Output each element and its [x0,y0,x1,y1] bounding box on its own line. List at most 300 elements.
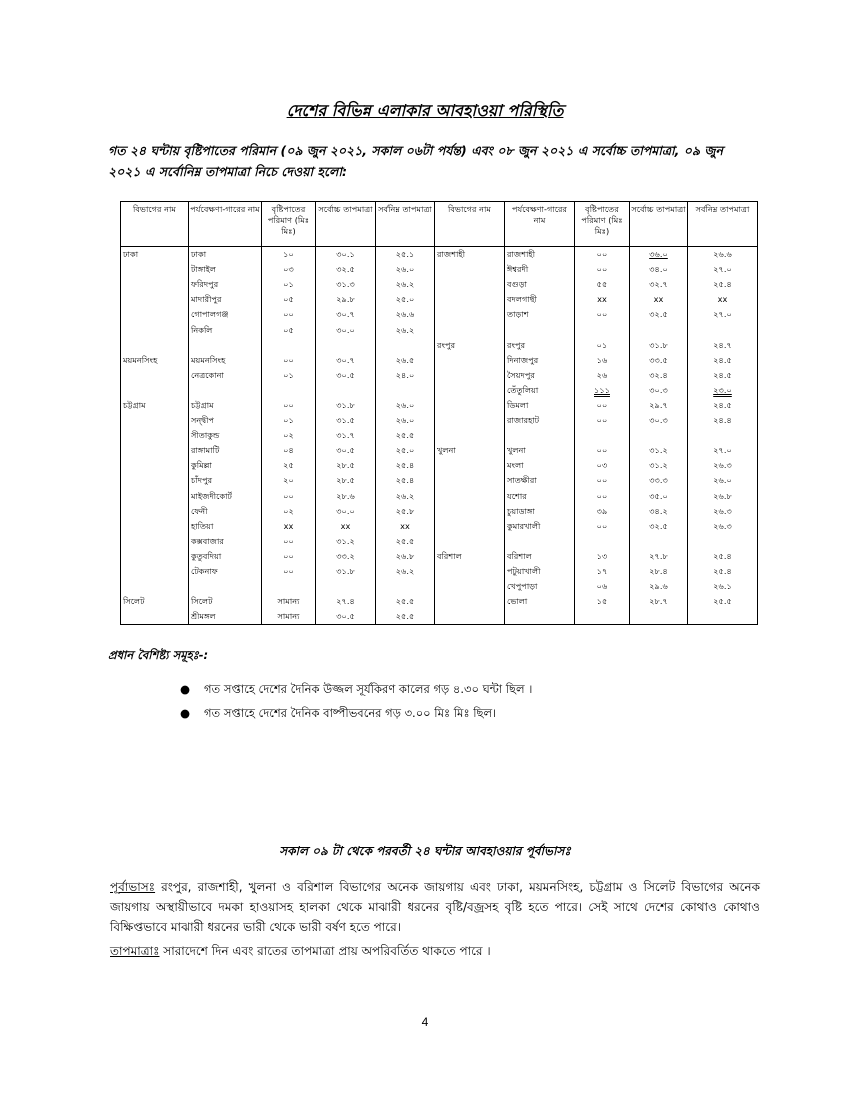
table-cell [435,458,505,473]
table-cell: সৈয়দপুর [505,368,575,383]
table-cell: ২৬.০ [376,413,435,428]
table-cell: ৩১.৮ [316,398,376,413]
table-cell: সামান্য [262,609,316,625]
table-row [121,322,758,337]
table-cell: ২৬ [575,368,630,383]
column-header: বৃষ্টিপাতের পরিমাণ (মিঃ মিঃ) [575,202,630,247]
forecast-label: পূর্বাভাসঃ [110,880,156,894]
table-cell: ২৭.০ [688,262,758,277]
table-cell: পটুয়াখালী [505,564,575,579]
table-cell: ২৮.৫ [316,473,376,488]
table-cell: ঈশ্বরদী [505,262,575,277]
column-header: পর্যবেক্ষণা-গারের নাম [505,202,575,247]
table-cell: ০০ [575,473,630,488]
table-cell [630,428,688,443]
table-cell: ২৬.৮ [376,549,435,564]
table-cell: চাঁদপুর [189,473,262,488]
list-item [180,701,532,725]
features-list [180,677,532,725]
table-cell: ০৫ [262,292,316,307]
bullet-icon: ● [180,682,191,696]
table-cell [435,489,505,504]
forecast-heading: সকাল ০৯ টা থেকে পরবর্তী ২৪ ঘন্টার আবহাওয়ার পূর্বাভাসঃ [279,844,571,858]
table-row [121,383,758,398]
table-cell [121,504,189,519]
table-cell [376,338,435,353]
table-cell: xx [262,519,316,534]
table-cell [435,579,505,594]
table-cell: ২৪.৫ [688,353,758,368]
table-cell: বরিশাল [505,549,575,564]
table-cell: ৩৬.০ [630,247,688,263]
table-cell: ২৭.৪ [316,594,376,609]
table-cell: ০০ [262,549,316,564]
column-header: পর্যবেক্ষণা-গারের নাম [189,202,262,247]
table-cell: ডিমলা [505,398,575,413]
table-row [121,443,758,458]
table-cell [121,322,189,337]
table-cell: ২৬.৮ [688,489,758,504]
table-cell: ২৬.৩ [688,504,758,519]
table-cell [121,549,189,564]
table-cell: তাড়াশ [505,307,575,322]
table-cell [316,338,376,353]
table-cell: ২৯.৭ [630,398,688,413]
table-cell [316,383,376,398]
table-cell: মাদারীপুর [189,292,262,307]
table-cell: ১১১ [575,383,630,398]
table-cell: ৩০.৫ [316,443,376,458]
table-cell: ০০ [575,307,630,322]
table-cell: ০০ [575,413,630,428]
table-cell: ১৩ [575,549,630,564]
features-heading: প্রধান বৈশিষ্ট্য সমূহঃ-: [108,648,209,662]
table-cell: গোপালগঞ্জ [189,307,262,322]
table-cell: ময়মনসিংহ [121,353,189,368]
table-cell [505,322,575,337]
table-cell [435,353,505,368]
table-cell [435,277,505,292]
table-cell: রংপুর [435,338,505,353]
table-row [121,428,758,443]
table-cell: ৩০.৭ [316,353,376,368]
temperature-label: তাপমাত্রাঃ [110,944,160,958]
table-cell: কুতুবদিয়া [189,549,262,564]
table-cell: ০১ [262,413,316,428]
table-cell: ০১ [262,277,316,292]
table-row [121,307,758,322]
table-cell: নেত্রকোনা [189,368,262,383]
table-cell: ৩৩.৩ [630,473,688,488]
table-cell: ৩২.৫ [630,307,688,322]
table-cell: ২৪.৫ [688,398,758,413]
table-cell: ০০ [575,489,630,504]
table-cell [505,428,575,443]
table-cell [435,428,505,443]
table-row [121,609,758,625]
table-cell: ০৩ [262,262,316,277]
table-row [121,338,758,353]
table-cell [505,609,575,625]
table-cell: ৩১.৮ [316,564,376,579]
column-header: সর্বনিম্ন তাপমাত্রা [376,202,435,247]
table-cell: ৩১.২ [630,458,688,473]
feature-text: গত সপ্তাহে দেশের দৈনিক বাষ্পীভবনের গড় ৩.০০ মিঃ মিঃ ছিল। [204,706,497,720]
table-cell: ০২ [262,428,316,443]
table-cell [121,307,189,322]
table-cell: ১০ [262,247,316,263]
table-cell: টাঙ্গাইল [189,262,262,277]
table-cell: ২৫.৪ [688,277,758,292]
table-cell: খুলনা [505,443,575,458]
table-cell: নিকলি [189,322,262,337]
intro-paragraph: গত ২৪ ঘন্টায় বৃষ্টিপাতের পরিমান (০৯ জুন ২০২১, সকাল ০৬টা পর্যন্ত) এবং ০৮ জুন ২০২১ এ সর্বোচ্চ তাপমাত্রা, ০৯ জুন ২০২১ এ সর্বোনিম্ন তাপমাত্রা নিচে দেওয়া হলো: [108,143,724,179]
table-cell [121,428,189,443]
table-cell [121,458,189,473]
table-cell: ০০ [262,534,316,549]
table-cell [262,579,316,594]
table-row [121,262,758,277]
table-cell: ৩০.১ [316,247,376,263]
table-cell [435,594,505,609]
table-cell: ২৬.০ [376,262,435,277]
table-cell: ২৬.২ [376,489,435,504]
table-cell: ২৩.০ [688,383,758,398]
page-number: 4 [421,1015,429,1029]
table-cell: বদলগাছী [505,292,575,307]
table-cell: ৩২.৪ [630,368,688,383]
table-cell: সামান্য [262,594,316,609]
table-cell [189,383,262,398]
table-cell: ফরিদপুর [189,277,262,292]
table-cell: ময়মনসিংহ [189,353,262,368]
table-cell: ৩১.২ [316,534,376,549]
table-cell: ৫৫ [575,277,630,292]
table-cell: ৩৩.৫ [630,353,688,368]
table-cell: রংপুর [505,338,575,353]
table-cell: ২৫.৪ [688,549,758,564]
table-cell: ১৬ [575,353,630,368]
table-cell: ৩০.৫ [316,609,376,625]
table-row [121,413,758,428]
table-cell: ২৬.০ [688,473,758,488]
column-header: সর্বোচ্চ তাপমাত্রা [316,202,376,247]
table-cell [121,338,189,353]
temperature-text: সারাদেশে দিন এবং রাতের তাপমাত্রা প্রায় অপরিবর্তিত থাকতে পারে । [159,944,491,958]
table-cell: ৩৪.০ [630,262,688,277]
table-cell: ০০ [262,353,316,368]
table-cell [376,383,435,398]
table-row [121,473,758,488]
table-cell: কুমারখালী [505,519,575,534]
table-cell: ২৮.৫ [316,458,376,473]
table-row [121,398,758,413]
table-cell: ০৪ [262,443,316,458]
table-row [121,368,758,383]
table-header-row [121,202,758,247]
table-cell: ২৭.৮ [630,549,688,564]
forecast-paragraph [110,877,760,937]
table-cell: ২৬.২ [376,564,435,579]
table-cell [435,534,505,549]
table-cell [575,534,630,549]
table-cell: xx [688,292,758,307]
table-row [121,519,758,534]
bullet-icon: ● [180,706,191,720]
table-cell: ২৫.০ [376,443,435,458]
table-cell: ২৫.৪ [376,473,435,488]
table-cell [435,564,505,579]
table-cell: xx [575,292,630,307]
table-cell: কক্সবাজার [189,534,262,549]
table-cell: ০০ [262,307,316,322]
table-row [121,594,758,609]
table-cell: ০১ [575,338,630,353]
table-cell: ৩০.৭ [316,307,376,322]
table-cell: ২৬.৩ [688,458,758,473]
table-cell: ২৪.৭ [688,338,758,353]
table-cell: ৩২.৭ [630,277,688,292]
column-header: বিভাগের নাম [435,202,505,247]
table-cell: ০৩ [575,458,630,473]
table-cell: রাজশাহী [505,247,575,263]
table-cell: ২৮.৬ [316,489,376,504]
table-row [121,564,758,579]
table-cell: ২৬.০ [376,398,435,413]
table-cell: ২৫.৪ [688,564,758,579]
table-cell: চট্টগ্রাম [189,398,262,413]
table-cell [121,489,189,504]
table-cell [575,428,630,443]
table-cell: খেপুপাড়া [505,579,575,594]
table-cell: ৩২.৫ [630,519,688,534]
table-cell: ২০ [262,473,316,488]
table-cell [121,368,189,383]
forecast-text: রংপুর, রাজশাহী, খুলনা ও বরিশাল বিভাগের অনেক জায়গায় এবং ঢাকা, ময়মনসিংহ, চট্টগ্রাম ও সিলেট বিভাগের অনেক জায়গায় অস্থায়ীভাবে দমকা হাওয়াসহ হালকা থেকে মাঝারী ধরনের বৃষ্টি/বজ্রসহ বৃষ্টি হতে পারে। সেই সাথে দেশের কোথাও কোথাও বিক্ষিপ্তভাবে মাঝারী ধরনের ভারী থেকে ভারী বর্ষণ হতে পারে। [110,880,760,934]
table-cell: ২৫.৮ [376,504,435,519]
table-row [121,579,758,594]
table-cell [630,609,688,625]
table-cell [262,383,316,398]
table-cell: বরিশাল [435,549,505,564]
temperature-paragraph [110,943,760,963]
table-cell [121,292,189,307]
table-cell [121,534,189,549]
table-cell: সন্দ্বীপ [189,413,262,428]
table-cell: ২৬.৫ [376,353,435,368]
table-cell [630,322,688,337]
table-cell: xx [376,519,435,534]
weather-table [120,201,758,625]
table-cell [435,292,505,307]
table-cell [376,579,435,594]
table-cell: ৩০.৩ [630,413,688,428]
table-cell [435,473,505,488]
table-cell: ৩৫.০ [630,489,688,504]
table-cell: রাজশাহী [435,247,505,263]
table-cell: ২৬.৬ [688,247,758,263]
table-cell [121,579,189,594]
table-cell: ২৭.০ [688,307,758,322]
table-cell: xx [630,292,688,307]
table-cell: ০১ [262,368,316,383]
table-row [121,504,758,519]
table-cell: ১৫ [575,594,630,609]
table-cell: ০০ [575,519,630,534]
table-cell [688,428,758,443]
table-cell: ২৮.৭ [630,594,688,609]
table-cell: ০০ [575,443,630,458]
table-cell [505,534,575,549]
table-cell [121,413,189,428]
table-cell [189,579,262,594]
table-cell: ২৯.৬ [630,579,688,594]
table-cell: চুয়াডাঙ্গা [505,504,575,519]
feature-text: গত সপ্তাহে দেশের দৈনিক উজ্জল সূর্যকিরণ কালের গড় ৪.৩০ ঘন্টা ছিল । [204,682,533,696]
table-cell: শ্রীমঙ্গল [189,609,262,625]
table-cell [630,534,688,549]
table-cell: ০০ [262,564,316,579]
table-cell: ০২ [262,504,316,519]
table-cell: ০০ [262,489,316,504]
table-cell: বগুড়া [505,277,575,292]
table-cell: ২৬.৬ [376,307,435,322]
table-cell: ২৫.১ [376,247,435,263]
table-cell [435,307,505,322]
table-cell: ২৫.৫ [376,428,435,443]
table-row [121,292,758,307]
table-body [121,247,758,625]
table-cell: ২৬.২ [376,277,435,292]
table-cell: ২৪.০ [376,368,435,383]
table-cell: ৩৯ [575,504,630,519]
table-cell: ৩০.০ [316,504,376,519]
table-cell [121,383,189,398]
table-cell [121,519,189,534]
table-cell: ২৫.৫ [376,609,435,625]
table-cell: ফেনী [189,504,262,519]
table-cell: ০৫ [262,322,316,337]
table-cell: মংলা [505,458,575,473]
table-cell: সিলেট [189,594,262,609]
table-cell [435,519,505,534]
table-cell: ২৫ [262,458,316,473]
column-header: সর্বনিম্ন তাপমাত্রা [688,202,758,247]
table-cell: খুলনা [435,443,505,458]
table-cell: ২৫.৫ [688,594,758,609]
table-cell: হাতিয়া [189,519,262,534]
table-cell: ০০ [575,247,630,263]
table-cell [189,338,262,353]
table-cell: ৩১.৩ [316,277,376,292]
page-title: দেশের বিভিন্ন এলাকার আবহাওয়া পরিস্থিতি [286,101,564,120]
table-row [121,489,758,504]
table-cell: ২৬.৩ [688,519,758,534]
table-row [121,458,758,473]
table-row [121,549,758,564]
table-cell [121,262,189,277]
table-cell [688,534,758,549]
table-cell: ৩১.২ [630,443,688,458]
table-cell [121,564,189,579]
table-cell [575,322,630,337]
table-cell: ২৯.৮ [316,292,376,307]
table-row [121,277,758,292]
table-cell: ২৫.৪ [376,458,435,473]
table-cell: ০০ [575,398,630,413]
table-cell: ২৪.৪ [688,413,758,428]
table-cell: ভোলা [505,594,575,609]
table-cell [688,609,758,625]
table-cell: ৩১.৫ [316,413,376,428]
list-item [180,677,532,701]
table-cell [435,368,505,383]
table-cell [435,609,505,625]
table-cell: সিলেট [121,594,189,609]
table-cell [316,579,376,594]
table-cell: ২৫.০ [376,292,435,307]
table-row [121,247,758,263]
table-cell: সাতক্ষীরা [505,473,575,488]
table-cell: ৩১.৭ [316,428,376,443]
table-cell: ঢাকা [189,247,262,263]
table-cell: ০০ [575,262,630,277]
table-cell [121,473,189,488]
table-row [121,353,758,368]
table-cell [262,338,316,353]
table-cell [121,609,189,625]
table-cell [688,322,758,337]
table-cell [435,413,505,428]
table-cell: ০৬ [575,579,630,594]
table-cell [435,322,505,337]
table-cell: রাঙ্গামাটি [189,443,262,458]
table-cell [435,504,505,519]
table-cell: ২৬.১ [688,579,758,594]
table-cell: ৩০.৫ [316,368,376,383]
table-cell [121,443,189,458]
table-cell: মাইজদীকোর্ট [189,489,262,504]
column-header: সর্বোচ্চ তাপমাত্রা [630,202,688,247]
table-cell: ৩০.০ [316,322,376,337]
table-row [121,534,758,549]
table-cell: ৩৪.২ [630,504,688,519]
table-cell: সীতাকুন্ড [189,428,262,443]
table-cell: ৩১.৮ [630,338,688,353]
table-cell: ২৫.৫ [376,594,435,609]
table-cell: টেকনাফ [189,564,262,579]
table-cell: ৩৩.২ [316,549,376,564]
column-header: বিভাগের নাম [121,202,189,247]
table-cell: তেঁতুলিয়া [505,383,575,398]
table-cell: ৩২.৫ [316,262,376,277]
table-cell: রাজারহাট [505,413,575,428]
table-cell: ২৮.৪ [630,564,688,579]
table-cell: ৩০.৩ [630,383,688,398]
table-cell: ২৭.০ [688,443,758,458]
table-cell: ০০ [262,398,316,413]
table-cell [435,398,505,413]
table-cell: ২৬.২ [376,322,435,337]
table-cell: কুমিল্লা [189,458,262,473]
column-header: বৃষ্টিপাতের পরিমাণ (মিঃ মিঃ) [262,202,316,247]
table-cell [575,609,630,625]
table-cell [121,277,189,292]
table-cell: যশোর [505,489,575,504]
table-cell: দিনাজপুর [505,353,575,368]
table-cell: ২৫.৫ [376,534,435,549]
table-cell [435,383,505,398]
